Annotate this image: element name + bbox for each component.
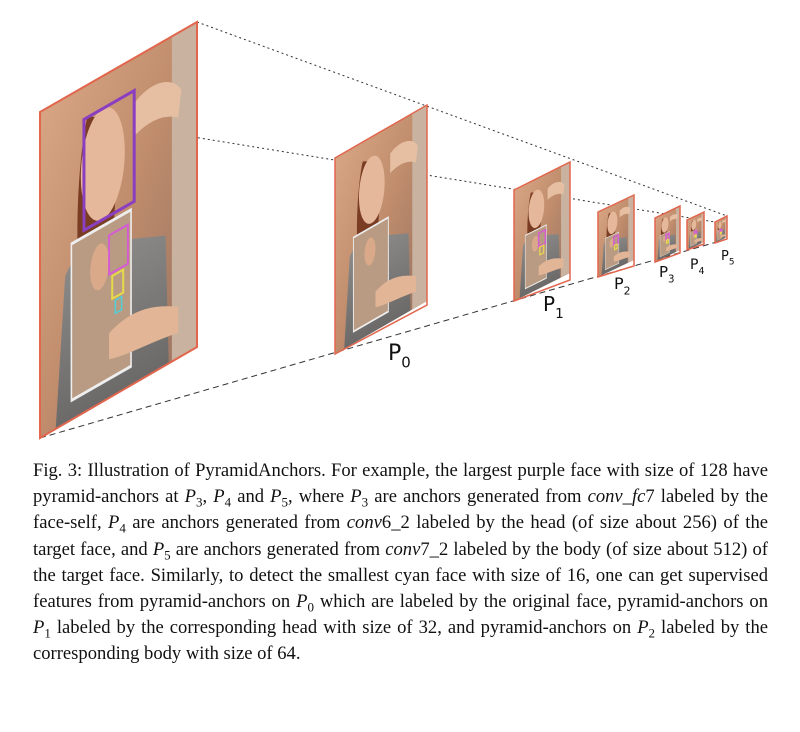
math-symbol: P — [184, 486, 196, 508]
layer-name: conv_fc — [587, 486, 646, 508]
level-label-p1: $P_1$ — [543, 292, 564, 322]
math-symbol: P — [152, 538, 165, 560]
math-symbol: P — [637, 617, 649, 639]
pyramid-level-panel — [687, 212, 704, 250]
yellow-face-box — [721, 232, 722, 234]
math-symbol: P — [270, 486, 282, 508]
pyramid-level-panel — [514, 162, 570, 301]
figure-caption — [33, 458, 768, 668]
face-photo — [335, 105, 427, 354]
level-label-p4: $P_4$ — [690, 257, 705, 277]
math-symbol: P — [108, 512, 120, 534]
math-symbol: P — [213, 486, 225, 508]
math-symbol: P — [296, 591, 308, 613]
pyramid-level-panel — [598, 195, 634, 277]
math-symbol: P — [350, 486, 362, 508]
caption-text: Illustration of PyramidAnchors. For example, the largest purple face with size of 128 have pyramid-anchors at $P_3$, $P_4$ and $P_5$, where $P_3$ are anchors generated from conv_fc7 labeled by the face-self, $P_4$ are anchors generated from conv6_2 labeled by the head (of size about 256) of the target face, and $P_5$ are anchors generated from conv7_2 labeled by the body (of size about 512) of the target face. Similarly, to detect the smallest cyan face with size of 16, one can get supervised features from pyramid-anchors on $P_0$ which are labeled by the original face, pyramid-anchors on $P_1$ labeled by the corresponding head with size of 32, and pyramid-anchors on $P_2$ labeled by the corresponding body with size of 64. — [33, 460, 769, 665]
top-guide-line — [197, 22, 727, 216]
level-label-p5: $P_5$ — [721, 249, 735, 268]
level-label-p2: $P_2$ — [614, 274, 631, 298]
yellow-face-box — [695, 235, 696, 238]
level-label-p0: $P_0$ — [388, 341, 411, 372]
layer-name: conv — [346, 512, 382, 534]
pyramid-levels — [40, 22, 727, 438]
layer-name: conv — [385, 538, 421, 560]
pyramid-level-panel — [715, 216, 727, 243]
level-label-p3: $P_3$ — [659, 263, 675, 286]
math-symbol: P — [33, 617, 45, 639]
pyramid-level-panel — [335, 105, 427, 354]
pyramid-level-panel — [655, 206, 680, 262]
caption-prefix: Fig. 3: — [33, 460, 88, 481]
input-image-panel — [40, 22, 197, 438]
